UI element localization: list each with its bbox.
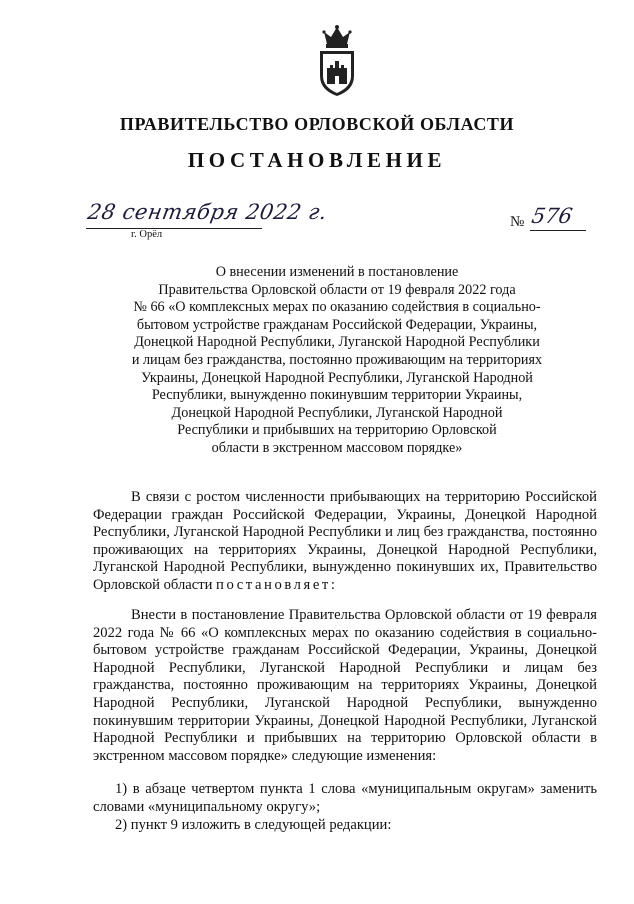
title-line: области в экстренном массовом порядке» bbox=[211, 439, 463, 456]
amendment-text: Внести в постановление Правительства Орловской области от 19 февраля 2022 года № 66 «О комплексных мерах по оказанию содействия в социально-бытовом устройстве гражданам Российской Федерации, Украины, Донецкой Народной Республики, Луганской Народной Республики и лицам без гражданства, постоянно проживающим на территориях Украины, Донецкой Народной Республики, Луганской Народной Республики, вынужденно покинувшим территории Украины, Донецкой Народной Республики, Луганской Народной Республики и прибывших на территорию Орловской области в экстренном массовом порядке» следующие изменения: bbox=[93, 607, 597, 764]
change-item-2 bbox=[93, 817, 597, 835]
title-line: Республики и прибывших на территорию Орловской bbox=[177, 422, 497, 439]
title-line: Донецкой Народной Республики, Луганской Народной Республики bbox=[134, 334, 540, 351]
title-line: № 66 «О комплексных мерах по оказанию содействия в социально- bbox=[133, 299, 541, 316]
change-item-1-text: 1) в абзаце четвертом пункта 1 слова «муниципальным округам» заменить словами «муниципальному округу»; bbox=[93, 781, 597, 815]
change-item-1 bbox=[93, 781, 597, 816]
handwritten-number: 576 bbox=[529, 204, 575, 228]
title-line: Правительства Орловской области от 19 февраля 2022 года bbox=[158, 281, 516, 298]
organization-name: ПРАВИТЕЛЬСТВО ОРЛОВСКОЙ ОБЛАСТИ bbox=[119, 114, 515, 134]
resolves-word: постановляет: bbox=[216, 576, 338, 593]
document-type: ПОСТАНОВЛЕНИЕ bbox=[187, 148, 447, 172]
preamble-text: В связи с ростом численности прибывающих на территорию Российской Федерации граждан Российской Федерации, Украины, Донецкой Народной Республики, Луганской Народной Республики и лиц без гражданства, постоянно проживающих на территориях Украины, Донецкой Народной Республики, Луганской Народной Республики, вынужденно покинувших их, Правительство Орловской области bbox=[93, 489, 597, 593]
change-item-2-text: 2) пункт 9 изложить в следующей редакции: bbox=[115, 817, 392, 833]
title-line: Республики, вынужденно покинувшим территории Украины, bbox=[151, 387, 523, 404]
title-line: О внесении изменений в постановление bbox=[215, 264, 459, 280]
number-sign: № bbox=[510, 214, 525, 230]
handwritten-date: 28 сентября 2022 г. bbox=[85, 200, 330, 224]
city-label: г. Орёл bbox=[131, 229, 163, 240]
preamble-paragraph bbox=[93, 489, 597, 595]
title-line: бытовом устройстве гражданам Российской Федерации, Украины, bbox=[136, 316, 538, 333]
document-title bbox=[100, 264, 574, 458]
orel-region-coat-of-arms-icon bbox=[314, 24, 360, 98]
title-line: Донецкой Народной Республики, Луганской Народной bbox=[171, 404, 503, 421]
title-line: и лицам без гражданства, постоянно проживающим на территориях bbox=[131, 351, 543, 368]
amendment-paragraph bbox=[93, 607, 597, 765]
title-line: Украины, Донецкой Народной Республики, Луганской Народной bbox=[141, 369, 533, 386]
